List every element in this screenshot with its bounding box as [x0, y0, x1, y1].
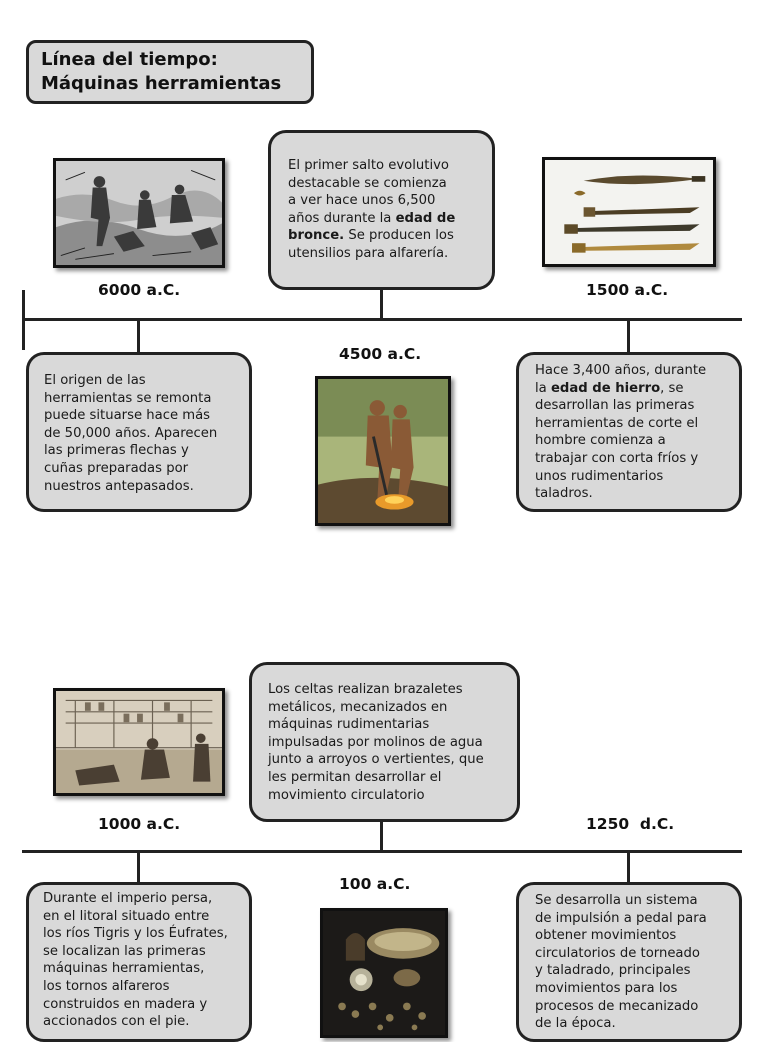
origin-line-6: cuñas preparadas por	[44, 460, 189, 476]
date-1500-ac: 1500 a.C.	[586, 281, 669, 299]
date-4500-ac: 4500 a.C.	[339, 345, 422, 363]
celts-line-7: movimiento circulatorio	[268, 787, 425, 803]
persia-line-3: los ríos Tigris y los Éufrates,	[43, 926, 228, 942]
bronze-highlight-1: edad de	[395, 210, 456, 226]
celts-line-2: metálicos, mecanizados en	[268, 699, 448, 715]
persian-empire-text-box	[26, 882, 252, 1042]
stone-age-people-image	[53, 158, 225, 268]
persia-line-6: los tornos alfareros	[43, 978, 170, 994]
page-title	[26, 40, 314, 104]
celts-text-box	[249, 662, 520, 822]
bronze-age-text-box	[268, 130, 495, 290]
bronze-line-5-text: Se producen los	[344, 228, 454, 244]
pedal-line-4: circulatorios de torneado	[535, 945, 700, 961]
iron-line-8: taladros.	[535, 486, 593, 502]
iron-line-6: trabajar con corta fríos y	[535, 450, 699, 466]
timeline-1-tick-4500	[380, 290, 383, 320]
bronze-line-1: El primer salto evolutivo	[288, 158, 449, 173]
persia-line-5: máquinas herramientas,	[43, 961, 205, 977]
bronze-line-2: destacable se comienza	[288, 175, 447, 191]
bronze-line-5	[288, 227, 482, 245]
celts-line-4: impulsadas por molinos de agua	[268, 734, 483, 750]
bronze-line-4	[288, 210, 482, 228]
date-1250-dc: 1250 d.C.	[586, 815, 675, 833]
pedal-line-6: movimientos para los	[535, 980, 678, 996]
origin-line-1: El origen de las	[44, 373, 146, 388]
iron-line-3: desarrollan las primeras	[535, 398, 695, 414]
origin-line-4: de 50,000 años. Aparecen	[44, 425, 218, 441]
date-100-ac: 100 a.C.	[339, 875, 411, 893]
metal-artifacts-image	[320, 908, 448, 1038]
origin-of-tools-text-box	[26, 352, 252, 512]
persia-line-1: Durante el imperio persa,	[43, 891, 213, 906]
iron-line-4: herramientas de corte el	[535, 415, 699, 431]
timeline-2-tick-1250	[627, 850, 630, 884]
celts-line-3: máquinas rudimentarias	[268, 717, 430, 733]
origin-line-7: nuestros antepasados.	[44, 478, 194, 494]
origin-line-5: las primeras flechas y	[44, 443, 189, 459]
persia-line-2: en el litoral situado entre	[43, 908, 210, 924]
ancient-workshop-image	[53, 688, 225, 796]
timeline-1-tick-6000	[137, 318, 140, 352]
ancient-metalworkers-image	[315, 376, 451, 526]
title-line-1: Línea del tiempo:	[41, 49, 218, 70]
bronze-swords-image	[542, 157, 716, 267]
timeline-1-start-tick	[22, 290, 25, 350]
bronze-line-6: utensilios para alfarería.	[288, 245, 449, 261]
pedal-impulse-text-box	[516, 882, 742, 1042]
bronze-highlight-2: bronce.	[288, 228, 345, 244]
iron-line-2	[535, 380, 733, 398]
iron-age-text-box	[516, 352, 742, 512]
bronze-line-4-text: años durante la	[288, 210, 396, 226]
persia-line-8: accionados con el pie.	[43, 1014, 190, 1030]
date-6000-ac: 6000 a.C.	[98, 281, 181, 299]
iron-line-5: hombre comienza a	[535, 433, 666, 449]
celts-line-1: Los celtas realizan brazaletes	[268, 682, 463, 697]
pedal-line-1: Se desarrolla un sistema	[535, 893, 698, 908]
pedal-line-7: procesos de mecanizado	[535, 998, 699, 1014]
iron-line-2-post: , se	[660, 380, 684, 396]
timeline-1-tick-1500	[627, 318, 630, 352]
date-1000-ac: 1000 a.C.	[98, 815, 181, 833]
origin-line-3: puede situarse hace más	[44, 408, 211, 424]
celts-line-6: les permitan desarrollar el	[268, 769, 442, 785]
title-line-2: Máquinas herramientas	[41, 73, 282, 94]
timeline-2-tick-1000	[137, 850, 140, 884]
pedal-line-3: obtener movimientos	[535, 928, 677, 944]
iron-line-2-pre: la	[535, 380, 551, 396]
iron-highlight: edad de hierro	[550, 380, 661, 396]
pedal-line-2: de impulsión a pedal para	[535, 910, 707, 926]
bronze-line-3: a ver hace unos 6,500	[288, 193, 436, 209]
iron-line-7: unos rudimentarios	[535, 468, 664, 484]
timeline-2-tick-100	[380, 822, 383, 852]
persia-line-7: construidos en madera y	[43, 996, 208, 1012]
celts-line-5: junto a arroyos o vertientes, que	[268, 752, 484, 768]
pedal-line-5: y taladrado, principales	[535, 963, 691, 979]
pedal-line-8: de la época.	[535, 1016, 616, 1032]
persia-line-4: se localizan las primeras	[43, 943, 206, 959]
origin-line-2: herramientas se remonta	[44, 390, 212, 406]
iron-line-1: Hace 3,400 años, durante	[535, 363, 707, 378]
